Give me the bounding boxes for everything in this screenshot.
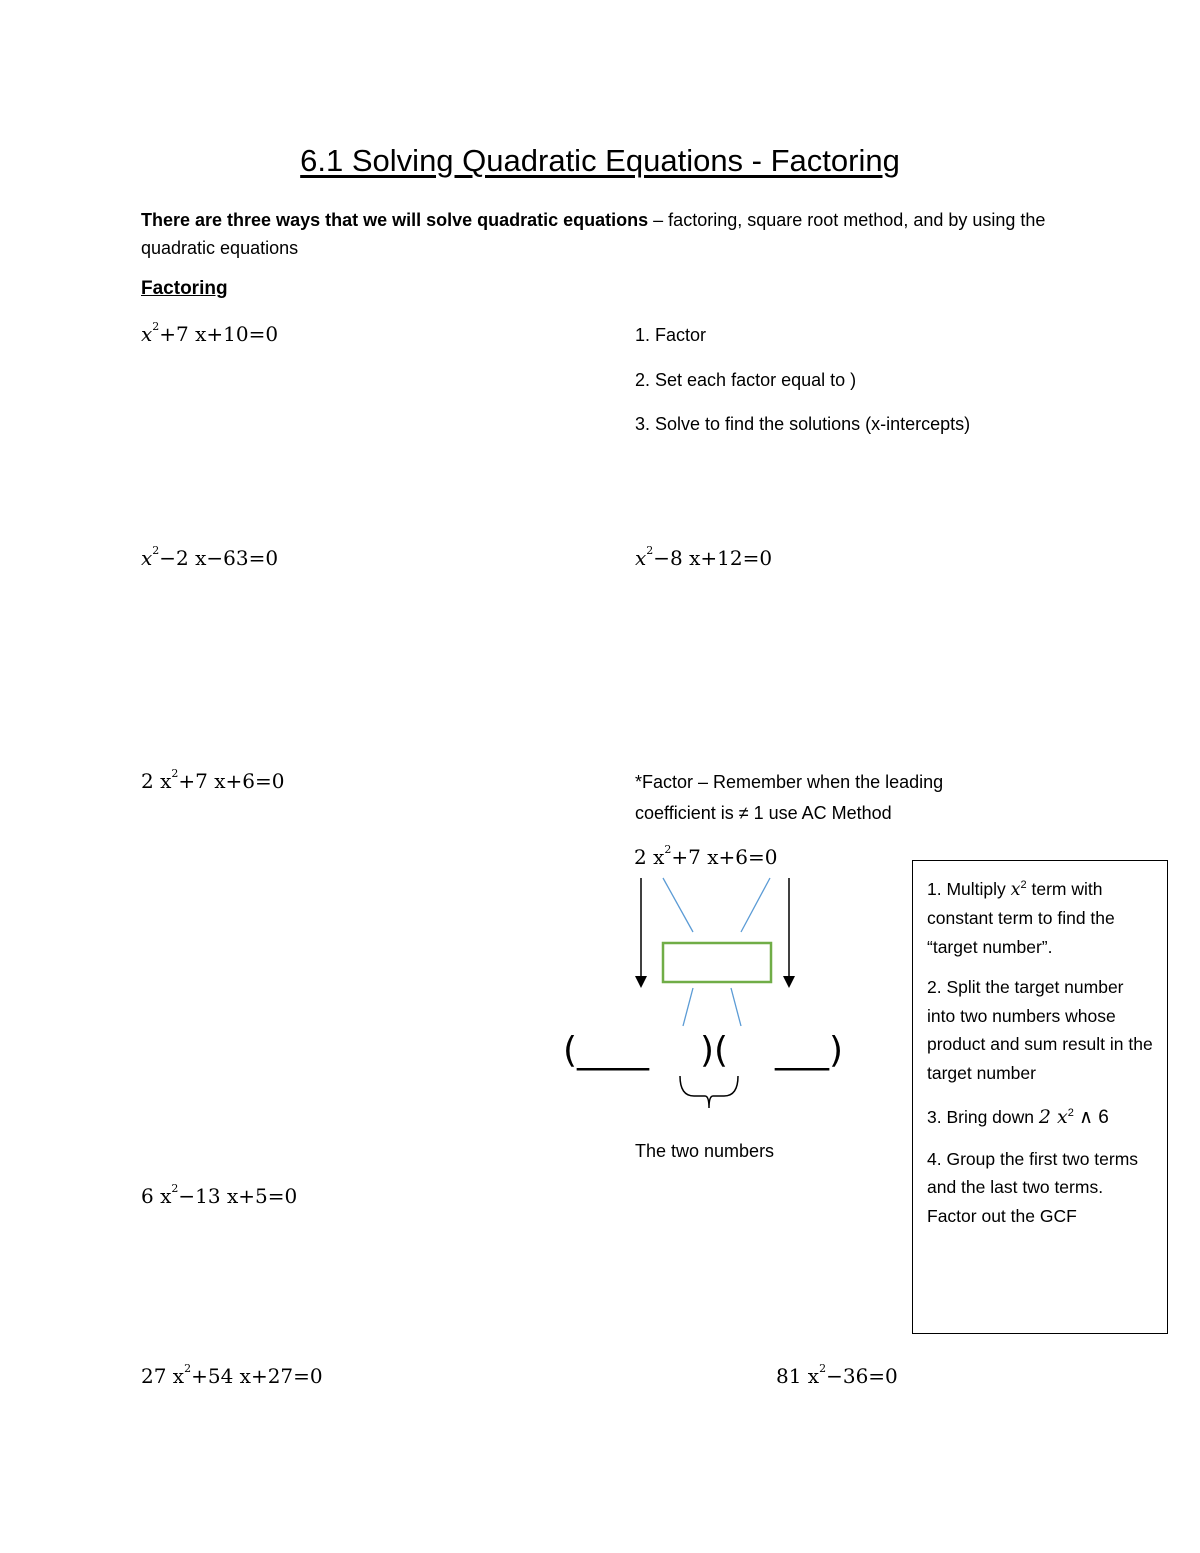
equation-5: 6 $x^2-13$ x+5=0 <box>141 1182 298 1208</box>
equation-4: 2 $x^2+7$ x+6=0 <box>141 767 285 793</box>
ac-step-1: 1. Multiply $x^2$ term with constant term to find the “target number”. <box>927 878 1115 957</box>
diagram-equation: 2 $x^2+7$ x+6=0 <box>634 843 778 869</box>
equation-1: $x^2+7$ x+10=0 <box>141 320 279 346</box>
right-arrow-head <box>783 976 795 988</box>
ac-step-4: 4. Group the first two terms and the last two terms. Factor out the GCF <box>927 1148 1139 1226</box>
step-solve: 3. Solve to find the solutions (x-intercepts) <box>635 414 971 434</box>
factor-left: (____ <box>563 1030 650 1071</box>
equation-7: 81 $x^2-36=0$ <box>776 1362 898 1388</box>
section-heading: Factoring <box>141 278 228 299</box>
factor-middle: )( <box>700 1030 729 1071</box>
blue-line-4 <box>731 988 741 1026</box>
two-numbers-label: The two numbers <box>635 1141 775 1161</box>
intro-bold: There are three ways that we will solve quadratic equations <box>141 210 649 230</box>
ac-step-3: 3. Bring down 2 $x^2$ ∧ 6 <box>927 1106 1109 1129</box>
blue-line-3 <box>683 988 693 1026</box>
ac-step-2: 2. Split the target number into two numbers whose product and sum result in the target number <box>927 977 1153 1083</box>
intro-paragraph <box>141 206 1061 262</box>
page-title: 6.1 Solving Quadratic Equations - Factoring <box>300 143 900 178</box>
ac-diagram <box>560 870 900 1130</box>
step-factor: 1. Factor <box>635 325 707 345</box>
equation-6: 27 $x^2+54$ x+27=0 <box>141 1362 323 1388</box>
brace <box>680 1076 738 1108</box>
step-set-equal: 2. Set each factor equal to ) <box>635 370 857 390</box>
factor-right: ___) <box>775 1030 844 1071</box>
blue-line-2 <box>741 878 770 932</box>
ac-steps-box <box>912 860 1168 1334</box>
blue-line-1 <box>663 878 693 932</box>
ac-method-note: *Factor – Remember when the leading coefficient is ≠ 1 use AC Method <box>635 772 944 823</box>
target-box <box>663 943 771 982</box>
left-arrow-head <box>635 976 647 988</box>
equation-3: $x^2-8$ x+12=0 <box>635 544 773 570</box>
intro-rest: – factoring, square root method, and by using the quadratic equations <box>141 210 1046 258</box>
equation-2: $x^2-2$ x−63=0 <box>141 544 279 570</box>
